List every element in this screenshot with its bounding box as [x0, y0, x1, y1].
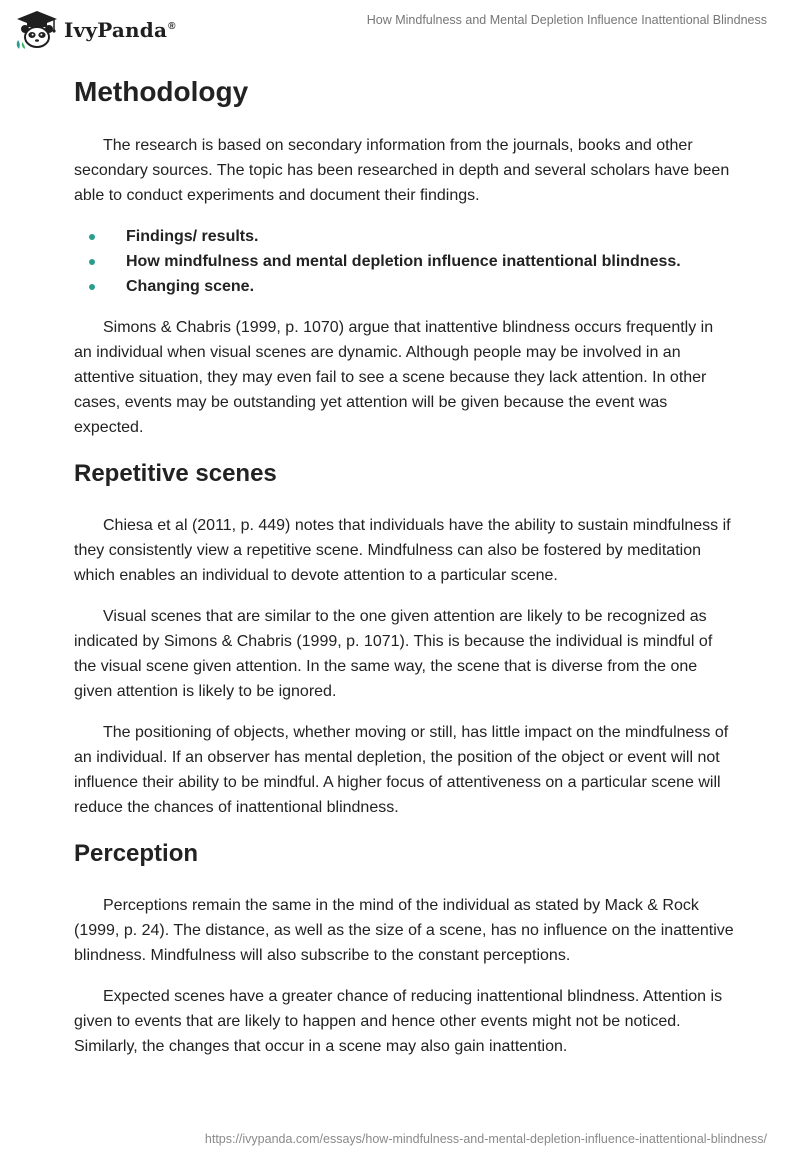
- methodology-bullet-list: [74, 224, 734, 299]
- list-item: Changing scene.: [74, 274, 734, 299]
- source-url-link[interactable]: https://ivypanda.com/essays/how-mindfulness-and-mental-depletion-influence-inattentional-blindness/: [204, 1132, 767, 1146]
- repetitive-paragraph-2: Visual scenes that are similar to the one given attention are likely to be recognized as indicated by Simons & Chabris (1999, p. 1071). This is because the individual is mindful of the visual scene given attention. In the same way, the scene that is diverse from the one given attention is likely to be ignored.: [74, 608, 713, 700]
- bullet-icon: [89, 284, 95, 290]
- methodology-paragraph-2: Simons & Chabris (1999, p. 1070) argue that inattentive blindness occurs frequently in an individual when visual scenes are dynamic. Although people may be involved in an attentive situation, they may even fail to see a scene because they lack attention. In other cases, events may be outstanding yet attention will be given because the event was expected.: [74, 319, 714, 436]
- bullet-icon: [89, 259, 95, 265]
- registered-mark: ®: [168, 21, 176, 33]
- page-header: [0, 0, 800, 60]
- methodology-heading: Methodology: [74, 76, 249, 107]
- repetitive-scenes-heading: Repetitive scenes: [74, 460, 277, 487]
- methodology-paragraph-1: The research is based on secondary information from the journals, books and other secondary sources. The topic has been researched in depth and several scholars have been able to conduct experiments and document their findings.: [74, 137, 730, 204]
- perception-paragraph-2: Expected scenes have a greater chance of reducing inattentional blindness. Attention is given to events that are likely to happen and hence other events might not be noticed. Similarly, the changes that occur in a scene may also gain inattention.: [74, 988, 723, 1055]
- document-title: How Mindfulness and Mental Depletion Influence Inattentional Blindness: [366, 13, 767, 27]
- repetitive-paragraph-3: The positioning of objects, whether moving or still, has little impact on the mindfulness of an individual. If an observer has mental depletion, the position of the object or event will not influence their ability to be mindful. A higher focus of attentiveness on a particular scene will reduce the chances of inattentional blindness.: [74, 724, 729, 816]
- essay-content: [74, 74, 734, 1059]
- panda-graduate-icon: [14, 10, 60, 50]
- list-item: How mindfulness and mental depletion influence inattentional blindness.: [74, 249, 734, 274]
- repetitive-paragraph-1: Chiesa et al (2011, p. 449) notes that individuals have the ability to sustain mindfulness if they consistently view a repetitive scene. Mindfulness can also be fostered by meditation which enables an individual to devote attention to a particular scene.: [74, 517, 731, 584]
- bullet-icon: [89, 234, 95, 240]
- brand-name: IvyPanda®: [64, 18, 176, 42]
- perception-heading: Perception: [74, 840, 199, 867]
- perception-paragraph-1: Perceptions remain the same in the mind of the individual as stated by Mack & Rock (1999, p. 24). The distance, as well as the size of a scene, has no influence on the inattentive blindness. Mindfulness will also subscribe to the constant perceptions.: [74, 897, 734, 964]
- list-item: Findings/ results.: [74, 224, 734, 249]
- ivypanda-logo[interactable]: [14, 10, 176, 50]
